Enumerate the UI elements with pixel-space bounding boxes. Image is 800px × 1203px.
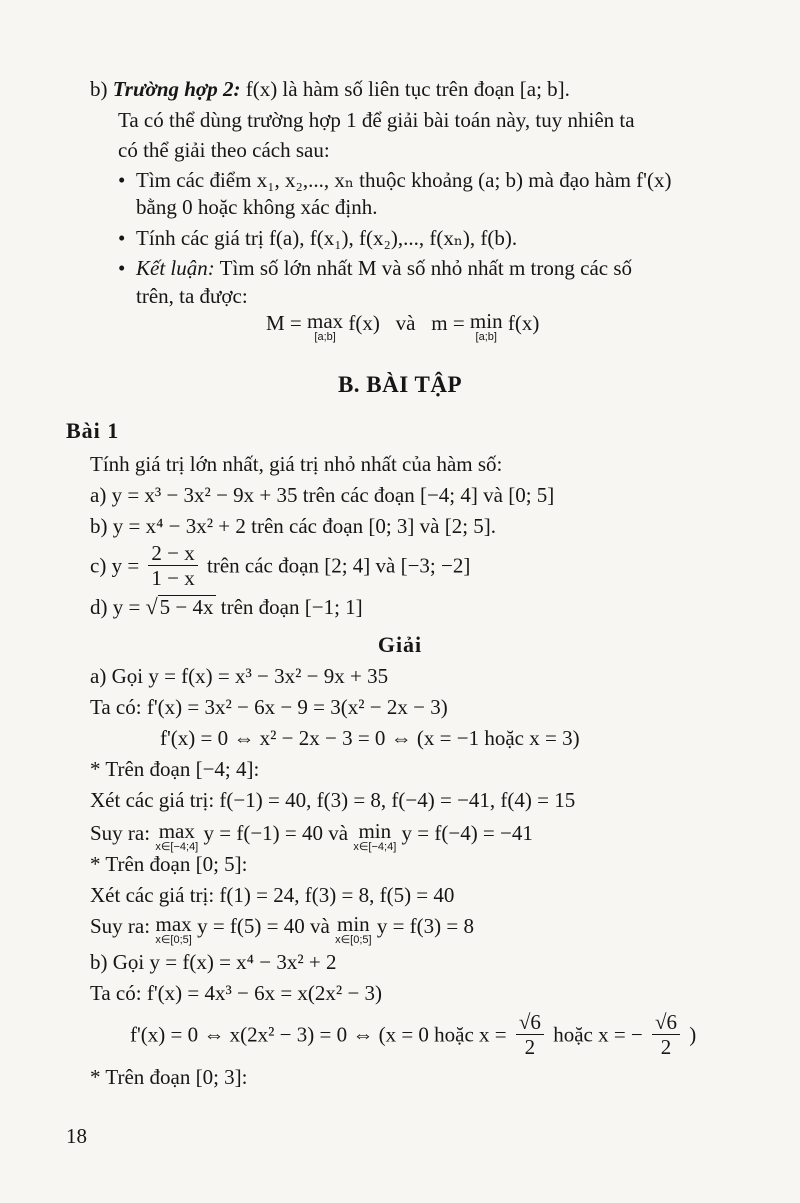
bullet3-line1: Kết luận: Tìm số lớn nhất M và số nhỏ nhất m trong các số bbox=[136, 256, 633, 280]
solution-b-line4: * Trên đoạn [0; 3]: bbox=[90, 1065, 248, 1089]
solution-a-line7: * Trên đoạn [0; 5]: bbox=[90, 852, 248, 876]
solution-a-line8: Xét các giá trị: f(1) = 24, f(3) = 8, f(5) = 40 bbox=[90, 883, 455, 907]
bullet-dot: • bbox=[118, 168, 126, 192]
solution-a-line4: * Trên đoạn [−4; 4]: bbox=[90, 757, 260, 781]
solution-a-line2: Ta có: f'(x) = 3x² − 6x − 9 = 3(x² − 2x − 3) bbox=[90, 695, 448, 719]
bullet3-line2: trên, ta được: bbox=[136, 284, 248, 308]
solution-b-line1: b) Gọi y = f(x) = x⁴ − 3x² + 2 bbox=[90, 950, 337, 974]
case2-intro-line1: Ta có thể dùng trường hợp 1 để giải bài toán này, tuy nhiên ta bbox=[118, 108, 635, 132]
sqrt-symbol: √ bbox=[145, 594, 158, 619]
case2-heading: b) Trường hợp 2: f(x) là hàm số liên tục trên đoạn [a; b]. bbox=[90, 77, 570, 101]
solution-a-line3: f'(x) = 0 ⇔ x² − 2x − 3 = 0 ⇔ (x = −1 hoặc x = 3) bbox=[160, 726, 580, 750]
exercise-part-b: b) y = x⁴ − 3x² + 2 trên các đoạn [0; 3] và [2; 5]. bbox=[90, 514, 497, 538]
exercise-prompt: Tính giá trị lớn nhất, giá trị nhỏ nhất của hàm số: bbox=[90, 452, 503, 476]
bullet1-line1: Tìm các điểm x₁, x₂,..., xₙ thuộc khoảng (a; b) mà đạo hàm f'(x) bbox=[136, 168, 672, 192]
solution-a-line1: a) Gọi y = f(x) = x³ − 3x² − 9x + 35 bbox=[90, 664, 389, 688]
fraction: $\frac{√6}{2}$ bbox=[516, 1010, 544, 1059]
bullet-dot: • bbox=[118, 256, 126, 280]
solution-a-line6: Suy ra: max x∈[−4;4] y = f(−1) = 40 và min x∈[−4;4] y = f(−4) = −41 bbox=[90, 819, 533, 853]
solution-a-line9: Suy ra: max x∈[0;5] y = f(5) = 40 và min x∈[0;5] y = f(3) = 8 bbox=[90, 912, 474, 946]
formula-max-min: M = max [a;b] f(x) và m = min [a;b] f(x) bbox=[266, 309, 540, 343]
exercise-part-c: c) y = $\frac{2 - x}{1 - x}$ trên các đoạn [2; 4] và [−3; −2] bbox=[90, 541, 471, 590]
solution-b-line3: f'(x) = 0 ⇔ x(2x² − 3) = 0 ⇔ (x = 0 hoặc x = $\frac{√6}{2}$ hoặc x = − $\frac{√6}{2}$ ) bbox=[130, 1010, 697, 1059]
exercise-title: Bài 1 bbox=[66, 418, 120, 443]
bullet-dot: • bbox=[118, 226, 126, 250]
case2-title: Trường hợp 2: bbox=[112, 77, 241, 101]
conclusion-label: Kết luận: bbox=[136, 256, 215, 280]
exercise-part-d: d) y = √5 − 4x trên đoạn [−1; 1] bbox=[90, 594, 363, 619]
bullet2: Tính các giá trị f(a), f(x₁), f(x₂),..., f(xₙ), f(b). bbox=[136, 226, 518, 250]
exercise-part-a: a) y = x³ − 3x² − 9x + 35 trên các đoạn [−4; 4] và [0; 5] bbox=[90, 483, 555, 507]
solution-b-line2: Ta có: f'(x) = 4x³ − 6x = x(2x² − 3) bbox=[90, 981, 383, 1005]
bullet1-line2: bằng 0 hoặc không xác định. bbox=[136, 195, 378, 219]
fraction: $\frac{√6}{2}$ bbox=[652, 1010, 680, 1059]
solution-a-line5: Xét các giá trị: f(−1) = 40, f(3) = 8, f(−4) = −41, f(4) = 15 bbox=[90, 788, 576, 812]
case2-intro-line2: có thể giải theo cách sau: bbox=[118, 138, 330, 162]
fraction: $\frac{2 - x}{1 - x}$ bbox=[148, 541, 197, 590]
section-title: B. BÀI TẬP bbox=[337, 372, 463, 397]
page-number: 18 bbox=[66, 1124, 87, 1148]
solution-title: Giải bbox=[377, 632, 423, 657]
